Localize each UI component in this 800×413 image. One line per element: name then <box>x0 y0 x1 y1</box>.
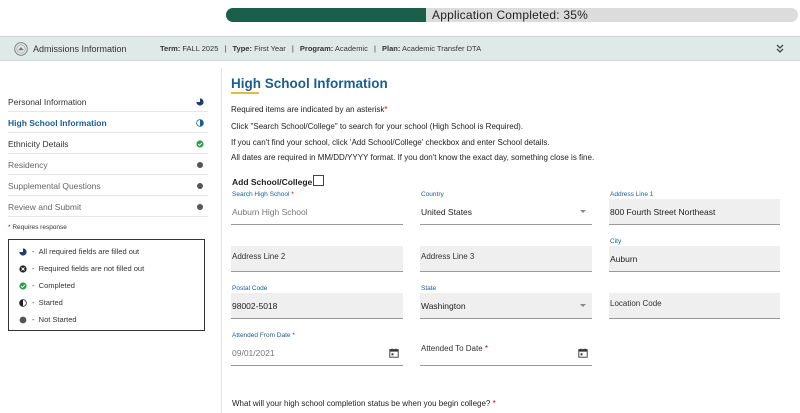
postal-code-field[interactable] <box>231 285 403 319</box>
attended-from-date-field[interactable] <box>231 332 403 366</box>
label-text: Search High School <box>232 191 290 198</box>
field-label: State <box>421 285 437 292</box>
field-value: United States <box>421 207 473 217</box>
half-circle-icon <box>19 299 27 307</box>
field-label <box>232 191 294 198</box>
legend-dash: - <box>32 315 35 324</box>
add-school-label: Add School/College <box>232 177 313 187</box>
field-value: 09/01/2021 <box>232 348 275 358</box>
sidebar-item-residency[interactable] <box>8 155 208 175</box>
attended-to-date-field[interactable] <box>420 340 592 366</box>
label-text: Attended To Date <box>421 344 483 353</box>
legend-label: All required fields are filled out <box>38 247 140 256</box>
type-value: First Year <box>254 44 286 53</box>
required-asterisk: * <box>8 224 11 231</box>
add-school-checkbox[interactable] <box>313 175 324 186</box>
completion-status-question <box>232 399 496 408</box>
dot-icon <box>19 316 27 324</box>
plan-value: Academic Transfer DTA <box>402 44 482 53</box>
sidebar-item-label: Review and Submit <box>8 202 82 212</box>
country-select[interactable] <box>420 191 592 225</box>
double-chevron-down-icon[interactable] <box>775 43 785 55</box>
field-label: Country <box>421 191 444 198</box>
field-value: 800 Fourth Street Northeast <box>610 207 716 217</box>
requires-response-text: Requires response <box>12 224 67 231</box>
field-value: Washington <box>421 301 466 311</box>
field-value: 98002-5018 <box>232 301 278 311</box>
legend-dash: - <box>32 264 35 273</box>
program-value: Academic <box>334 44 368 53</box>
legend-dash: - <box>32 298 35 307</box>
separator: | <box>291 44 294 53</box>
state-select[interactable] <box>420 285 592 319</box>
field-label: Location Code <box>610 299 662 308</box>
dot-icon <box>196 182 204 190</box>
instruction-line: All dates are required in MM/DD/YYYY format. If you don't know the exact day, something close is fine. <box>231 153 595 162</box>
legend-label: Not Started <box>38 315 77 324</box>
page-title: High School Information <box>231 76 388 91</box>
status-legend <box>8 239 205 331</box>
check-circle-icon <box>196 140 204 148</box>
required-asterisk: * <box>484 344 489 353</box>
sidebar-item-label: Residency <box>8 160 48 170</box>
pie-icon <box>196 98 204 106</box>
location-code-field[interactable] <box>609 293 780 319</box>
dot-icon <box>196 203 204 211</box>
college-seal-icon <box>14 42 28 56</box>
sidebar-item-label: High School Information <box>8 118 107 128</box>
column-divider <box>221 68 222 413</box>
address-line-3-field[interactable] <box>420 246 592 272</box>
plan-label: Plan: <box>382 44 401 53</box>
dropdown-caret-icon <box>580 210 586 213</box>
legend-label: Started <box>38 298 63 307</box>
required-asterisk: * <box>291 191 294 198</box>
separator: | <box>373 44 376 53</box>
field-label: Postal Code <box>232 285 268 292</box>
legend-label: Completed <box>38 281 75 290</box>
sidebar-item-ethnicity-details[interactable] <box>8 134 208 154</box>
progress-bar-fill <box>226 8 426 22</box>
field-label: City <box>610 238 622 245</box>
sidebar-item-label: Supplemental Questions <box>8 181 101 191</box>
question-text: What will your high school completion status be when you begin college? <box>232 399 491 408</box>
separator: | <box>224 44 227 53</box>
legend-dash: - <box>32 247 35 256</box>
required-asterisk: * <box>384 105 388 114</box>
field-value: Auburn <box>610 254 638 264</box>
title-underline <box>231 92 259 94</box>
type-label: Type: <box>232 44 252 53</box>
field-label: Address Line 1 <box>610 191 654 198</box>
legend-label: Required fields are not filled out <box>38 264 145 273</box>
sidebar-item-label: Ethnicity Details <box>8 139 69 149</box>
x-circle-icon <box>19 265 27 273</box>
label-text: Attended From Date <box>232 332 291 339</box>
program-label: Program: <box>299 44 334 53</box>
dropdown-caret-icon <box>580 304 586 307</box>
required-asterisk: * <box>292 332 295 339</box>
field-label: Address Line 3 <box>421 252 475 261</box>
dot-icon <box>196 161 204 169</box>
address-line-2-field[interactable] <box>231 246 403 272</box>
field-label: Address Line 2 <box>232 252 286 261</box>
sidebar-item-supplemental-questions[interactable] <box>8 176 208 196</box>
sidebar-item-personal-information[interactable] <box>8 92 208 112</box>
header-title: Admissions Information <box>33 44 127 54</box>
city-field[interactable] <box>609 238 780 272</box>
field-value: Auburn High School <box>232 207 308 217</box>
term-value: FALL 2025 <box>182 44 219 53</box>
instruction-line: If you can't find your school, click 'Add School/College' checkbox and enter School details. <box>231 138 550 147</box>
sidebar-item-review-and-submit[interactable] <box>8 197 208 217</box>
term-label: Term: <box>160 44 181 53</box>
sidebar-item-high-school-information[interactable] <box>8 113 208 133</box>
address-line-1-field[interactable] <box>609 191 780 225</box>
pie-icon <box>19 248 27 256</box>
application-summary <box>160 44 481 53</box>
check-circle-icon <box>19 282 27 290</box>
half-circle-icon <box>196 119 204 127</box>
admissions-header <box>0 36 800 61</box>
field-label <box>421 344 488 353</box>
instruction-line <box>231 105 388 114</box>
field-label <box>232 332 295 339</box>
required-asterisk: * <box>492 399 496 408</box>
progress-label: Application Completed: 35% <box>432 8 588 22</box>
legend-dash: - <box>32 281 35 290</box>
search-high-school-field[interactable] <box>231 191 403 225</box>
requires-response-note <box>8 224 67 231</box>
instruction-line: Click "Search School/College" to search for your school (High School is Required). <box>231 122 524 131</box>
calendar-icon[interactable] <box>389 348 399 358</box>
instruction-text: Required items are indicated by an asterisk <box>231 105 385 114</box>
sidebar-item-label: Personal Information <box>8 97 87 107</box>
calendar-icon[interactable] <box>578 348 588 358</box>
